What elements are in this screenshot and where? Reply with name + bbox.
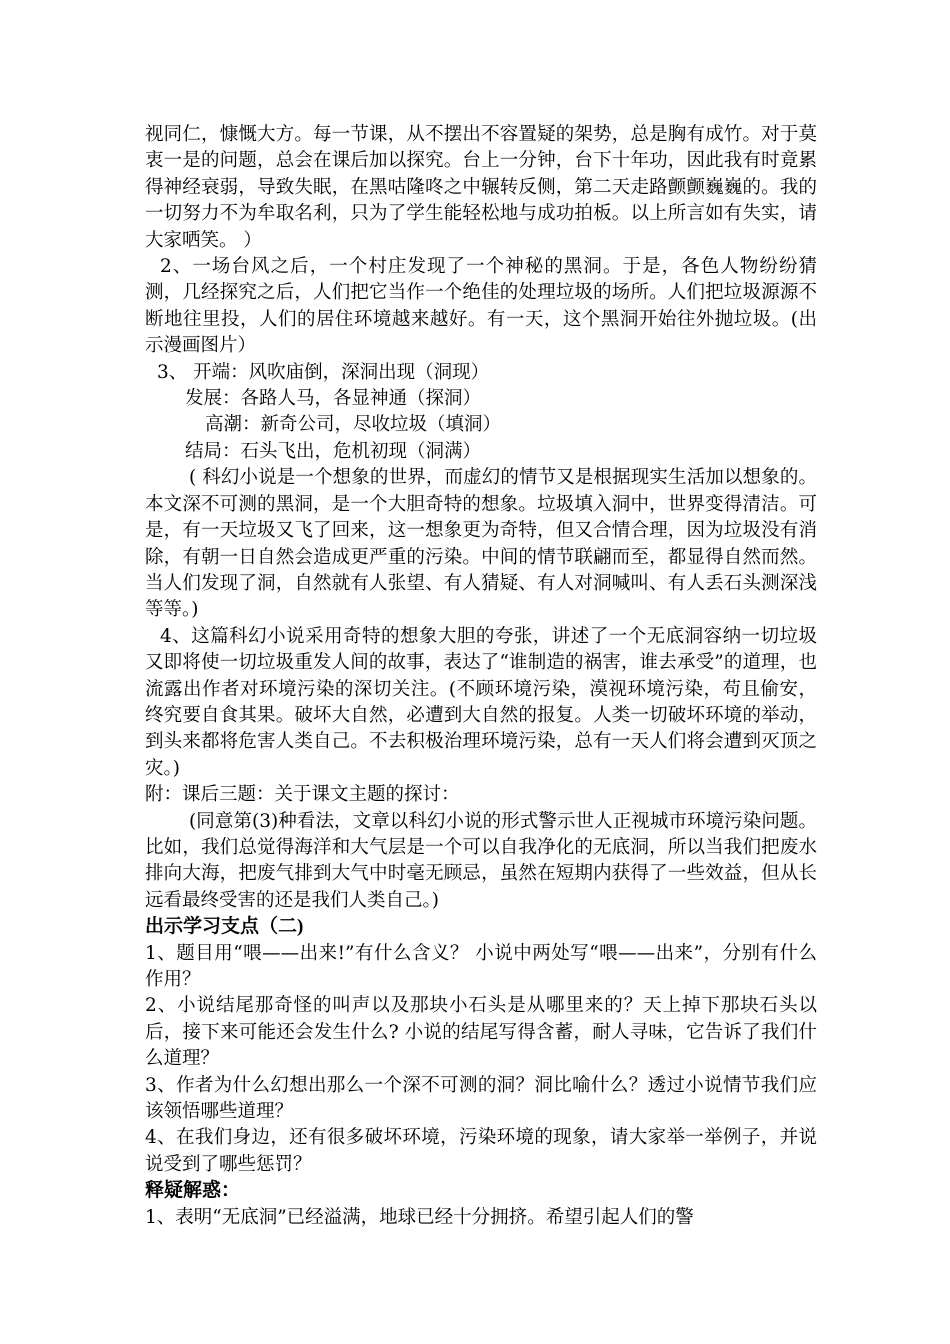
question-4: 4、在我们身边，还有很多破坏环境，污染环境的现象，请大家举一举例子，并说说受到了哪些惩罚？	[145, 1127, 817, 1175]
question-1: 1、题目用“喂——出来!”有什么含义？ 小说中两处写“喂——出来”，分别有什么作用？	[145, 942, 817, 990]
question-3: 3、作者为什么幻想出那么一个深不可测的洞？洞比喻什么？透过小说情节我们应该领悟哪些道理？	[145, 1074, 817, 1123]
question-2: 2、小说结尾那奇怪的叫声以及那块小石头是从哪里来的？天上掉下那块石头以后，接下来可能还会发生什么? 小说的结尾写得含蓄，耐人寻味，它告诉了我们什么道理？	[145, 995, 817, 1070]
plot-beginning: 3、 开端：风吹庙倒，深洞出现（洞现）	[157, 361, 490, 383]
paragraph-appendix-answer: (同意第(3)种看法，文章以科幻小说的形式警示世人正视城市环境污染问题。比如，我们总觉得海洋和大气层是一个可以自我净化的无底洞，所以当我们把废水排向大海，把废气排到大气中时毫无顾忌，虽然在短期内获得了一些效益，但从长远看最终受害的还是我们人类自己。)	[145, 810, 817, 911]
section-heading-study-points: 出示学习支点（二)	[145, 916, 304, 938]
paragraph-teacher-note: 视同仁，慷慨大方。每一节课，从不摆出不容置疑的架势，总是胸有成竹。对于莫衷一是的问题，总会在课后加以探究。台上一分钟，台下十年功，因此我有时竟累得神经衰弱，导致失眠，在黑咕隆咚之中辗转反侧，第二天走路颤颤巍巍的。我的一切努力不为牟取名利，只为了学生能轻松地与成功拍板。以上所言如有失实，请大家哂笑。 ）	[145, 124, 817, 251]
paragraph-story-summary: 2、一场台风之后，一个村庄发现了一个神秘的黑洞。于是，各色人物纷纷猜测，几经探究之后，人们把它当作一个绝佳的处理垃圾的场所。人们把垃圾源源不断地往里投，人们的居住环境越来越好。有一天，这个黑洞开始往外抛垃圾。(出示漫画图片）	[145, 256, 817, 357]
answer-1: 1、表明“无底洞”已经溢满，地球已经十分拥挤。希望引起人们的警	[145, 1206, 694, 1228]
paragraph-theme: 4、这篇科幻小说采用奇特的想象大胆的夸张，讲述了一个无底洞容纳一切垃圾又即将使一切垃圾重发人间的故事，表达了“谁制造的祸害，谁去承受”的道理，也流露出作者对环境污染的深切关注。(不顾环境污染，漠视环境污染，苟且偷安，终究要自食其果。破坏大自然，必遭到大自然的报复。人类一切破坏环境的举动，到头来都将危害人类自己。不去积极治理环境污染，总有一天人们将会遭到灭顶之灾。)	[145, 625, 817, 779]
plot-climax: 高潮：新奇公司，尽收垃圾（填洞）	[205, 414, 502, 436]
document-page	[145, 122, 817, 1231]
appendix-label: 附：课后三题：关于课文主题的探讨：	[145, 784, 460, 806]
paragraph-sci-fi-analysis: ( 科幻小说是一个想象的世界，而虚幻的情节又是根据现实生活加以想象的。本文深不可测的黑洞，是一个大胆奇特的想象。垃圾填入洞中，世界变得清洁。可是，有一天垃圾又飞了回来，这一想象更为奇特，但又合情合理，因为垃圾没有消除，有朝一日自然会造成更严重的污染。中间的情节联翩而至，都显得自然而然。当人们发现了洞，自然就有人张望、有人猜疑、有人对洞喊叫、有人丢石头测深浅等等。)	[145, 467, 817, 621]
section-heading-answers: 释疑解惑：	[145, 1180, 241, 1202]
plot-development: 发展：各路人马，各显神通（探洞）	[185, 388, 482, 410]
plot-ending: 结局：石头飞出，危机初现（洞满）	[185, 440, 482, 462]
